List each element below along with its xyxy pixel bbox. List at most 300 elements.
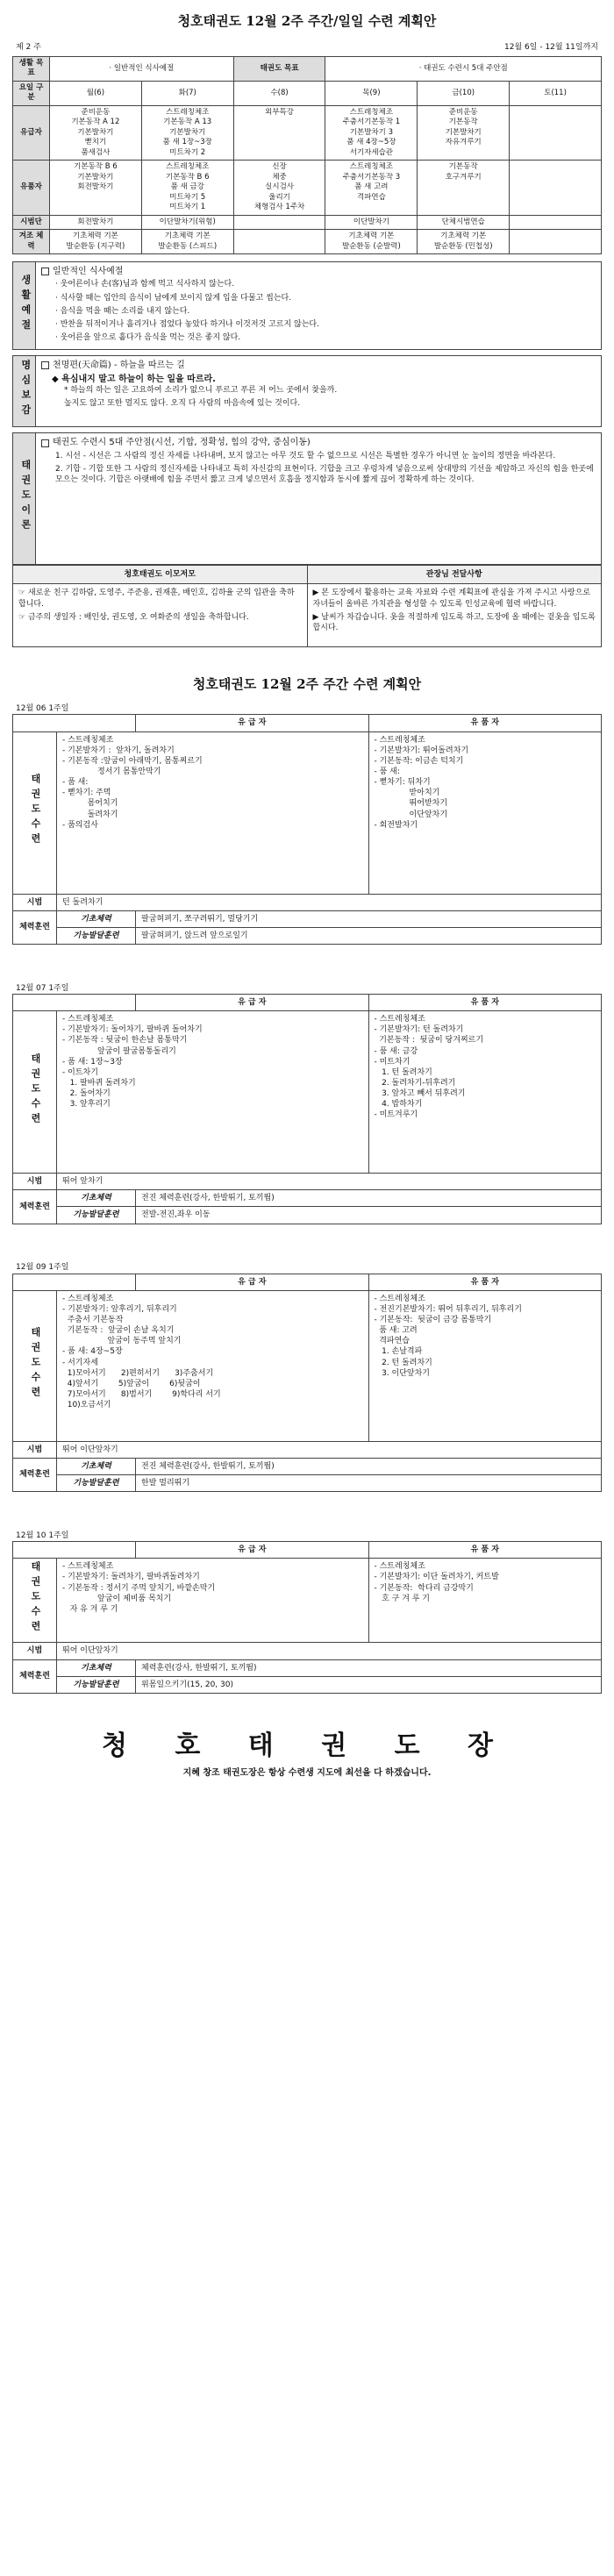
left-content (57, 1011, 369, 1174)
cell-line: 스트레칭체조 (349, 162, 394, 172)
cell-line: 회전발차기 (77, 182, 114, 192)
meditation-side-label: 명심보감 (19, 360, 32, 420)
weekly-row (13, 105, 602, 160)
basic-fitness-value: 체력훈련(강사, 한발뛰기, 토끼뜀) (136, 1659, 602, 1676)
basic-fitness-label: 기초체력 (57, 910, 136, 927)
daily-date: 12월 10 1주일 (16, 1531, 69, 1540)
cell-line: 단체시범연습 (441, 217, 485, 226)
content-line: 1. 손날격파 (374, 1347, 423, 1357)
balance-label: 기능발달훈련 (57, 927, 136, 944)
basic-fitness-value: 전진 체력훈련(강사, 한발뛰기, 토끼뜀) (136, 1190, 602, 1207)
daily-plan (12, 1527, 602, 1694)
content-line: - 품 새: (374, 767, 400, 777)
demo-row (13, 894, 602, 910)
meditation-block (12, 355, 602, 427)
content-line: 4)앞서기 5)앞굽이 6)뒷굽이 (62, 1379, 201, 1388)
list-text: 본 도장에서 활용하는 교육 자료와 수련 계획표에 관심을 가져 주시고 사랑으로 자녀들이 올바른 가치관을 형성할 수 있도록 인성교육에 협력 바랍니다. (312, 589, 591, 609)
daily-content-row (13, 731, 602, 894)
daily-side (13, 1559, 57, 1643)
content-line: - 뻗차기: 뒤차기 (374, 778, 431, 788)
cell-line: 기본동작 (448, 162, 478, 172)
demo-row (13, 1441, 602, 1458)
content-line: - 스트레칭체조 (62, 1294, 114, 1303)
content-line: - 기본동작: 이금손 턱치기 (374, 756, 464, 766)
checkbox-icon (41, 439, 49, 447)
balance-row (13, 1207, 602, 1224)
weekly-row (13, 230, 602, 254)
cell-line: 이단발차기(위험) (159, 217, 216, 226)
content-line: - 기본발차기: 이단 돌려차기, 커트발 (374, 1573, 499, 1582)
demo-label: 시범 (13, 1643, 57, 1659)
balance-row (13, 927, 602, 944)
cell-line: 스트레칭체조 (349, 107, 394, 117)
cell-line: 뻗치기 (84, 138, 107, 147)
arrow-icon: ☞ (18, 589, 28, 598)
left-content (57, 1559, 369, 1643)
list-text: · 반찬을 뒤적이거나 흘리거나 접었다 놓았다 하거나 이것저것 고르지 않는다. (55, 319, 319, 329)
cell-line: 기본발차기 (445, 127, 482, 137)
content-line: - 전진기본발차기: 뛰어 뒤후리기, 뒤후리기 (374, 1304, 522, 1314)
daily-header-row (13, 995, 602, 1011)
cell-line: 서기자세습관 (349, 147, 394, 157)
col-header-left: 유 급 자 (136, 715, 369, 731)
weekly-row (13, 161, 602, 215)
daily-plan-table (12, 1274, 602, 1493)
cell-line: 발순환동 (순발력) (341, 241, 401, 251)
daily-side (13, 731, 57, 894)
list-text: 높지도 않고 또한 멀지도 않다. 오직 다 사람의 마음속에 있는 것이다. (64, 399, 301, 409)
director-notes-title: 관장님 전달사항 (307, 566, 602, 584)
demo-value: 턴 돌려차기 (57, 894, 602, 910)
content-line: - 미트차기 (374, 1057, 411, 1067)
cell-line: 기본발차기 (77, 172, 114, 182)
list-item (55, 332, 596, 343)
content-line: - 기본동작 : 정서기 주먹 앞치기, 바깥손막기 (62, 1583, 216, 1593)
fitness-row (13, 1190, 602, 1207)
row-label: 시범단 (13, 215, 50, 229)
triangle-icon: ▶ (312, 612, 322, 622)
demo-row (13, 1643, 602, 1659)
list-text: 1. 시선 - 시선은 그 사람의 정신 자세를 나타내며, 보지 않고는 아무 것도 할 수 없으므로 시선은 특별한 경우가 아니면 눈 높이의 정면을 바라본다. (55, 451, 556, 460)
fitness-label: 체력훈련 (13, 910, 57, 944)
content-line: 7)모아서기 8)범서기 9)학다리 서기 (62, 1389, 221, 1399)
demo-row (13, 1174, 602, 1190)
cell-line: 품 새 고려 (354, 182, 389, 192)
col-header-right: 유 품 자 (368, 1542, 602, 1559)
daily-side-label: 태권도수련 (29, 1326, 41, 1402)
fitness-label: 체력훈련 (13, 1659, 57, 1693)
theory-heading: 태권도 수련시 5대 주안점(시선, 기합, 정확성, 힘의 강약, 중심이동) (41, 437, 596, 449)
cell-line: 주춤서기본동작 1 (342, 118, 401, 127)
content-line: - 스트레칭체조 (62, 1015, 114, 1024)
content-line: - 기본동작: 뒷굽이 금강 몸통막기 (374, 1316, 492, 1324)
daily-content-row (13, 1559, 602, 1643)
cell-line: 발순환동 (스피드) (158, 241, 218, 251)
content-line: 1)모아서기 2)편히서기 3)주춤서기 (62, 1368, 214, 1378)
weekday-header: 금(10) (418, 81, 510, 105)
weekly-cell (325, 161, 418, 215)
news-list (18, 588, 302, 622)
life-goal-label: 생활 목표 (13, 57, 50, 82)
basic-fitness-label: 기초체력 (57, 1458, 136, 1474)
weekly-cell (50, 230, 142, 254)
triangle-icon: ▶ (312, 589, 322, 598)
content-line: - 품 새: 1장~3장 (62, 1057, 123, 1067)
daily-corner (13, 995, 136, 1011)
tkd-goal-label: 태권도 목표 (233, 57, 325, 82)
cell-line: 기본동작 B 6 (165, 172, 210, 182)
news-title: 청호태권도 이모저모 (13, 566, 308, 584)
weekly-cell (510, 230, 602, 254)
col-header-left: 유 급 자 (136, 1542, 369, 1559)
balance-row (13, 1475, 602, 1492)
content-line: 2. 돌려차기-뒤후려기 (374, 1079, 456, 1088)
daily-corner (13, 1274, 136, 1290)
daily-header-row (13, 715, 602, 731)
cell-line: 기초체력 기본 (348, 232, 395, 241)
list-item (55, 451, 596, 461)
weekly-cell (50, 215, 142, 229)
cell-line: 준비운동 (81, 107, 111, 117)
content-line: - 기본동작 :앞굽이 아래막기, 몸통찌르기 (62, 756, 203, 766)
col-header-right: 유 품 자 (368, 995, 602, 1011)
daily-plan (12, 1259, 602, 1493)
list-item (313, 588, 596, 609)
daily-side (13, 1011, 57, 1174)
content-line: - 스트레칭체조 (62, 735, 114, 745)
daily-content-row (13, 1290, 602, 1441)
balance-value: 팔굽혀펴기, 앉드려 앞으로일기 (136, 927, 602, 944)
list-item (55, 464, 596, 485)
etiquette-list (41, 279, 596, 343)
cell-line: 기본동작 A 12 (71, 118, 120, 127)
weekly-cell (50, 161, 142, 215)
cell-line: 이단발차기 (353, 217, 389, 226)
demo-label: 시범 (13, 1174, 57, 1190)
meditation-list (41, 385, 596, 409)
daily-side-label: 태권도수련 (29, 1053, 41, 1128)
weekday-header: 화(7) (141, 81, 233, 105)
list-item (313, 612, 596, 633)
content-line: - 기본발차기: 턴 돌려차기 (374, 1025, 464, 1035)
list-text: 2. 기합 - 기합 또한 그 사람의 정신자세를 나타내고 특히 자신감의 표현이다. 기합을 크고 우렁차게 넣음으로써 상대방의 기선을 제압하고 자신의 힘을 한곳에 모으는 것이다. 기합은 아랫배에 힘을 주면서 짧고 크게 넣으면서 호흡을 정지함과 동시에 짧게 끊어 정확하게 하는 것이다. (55, 464, 594, 485)
cell-line: 외부특강 (265, 107, 294, 117)
content-line: - 품의검사 (62, 820, 98, 830)
director-notes-list (313, 588, 596, 633)
content-line: 3. 앞후리기 (62, 1100, 111, 1110)
daily-header-row (13, 1274, 602, 1290)
content-line: - 미트겨루기 (374, 1110, 418, 1120)
row-label: 유급자 (13, 105, 50, 160)
notices-table (12, 565, 602, 647)
content-line: - 이트차기 (62, 1067, 98, 1077)
list-item (55, 319, 596, 330)
list-item (64, 385, 596, 396)
content-line: 1. 턴 돌려차기 (374, 1067, 432, 1077)
daily-plan-title: 청호태권도 12월 2주 주간 수련 계획안 (192, 676, 422, 693)
demo-value: 뛰어 이단앞차기 (57, 1643, 602, 1659)
cell-line: 미트차기 2 (169, 147, 206, 157)
cell-line: 체중 (272, 172, 287, 182)
weekly-cell (141, 161, 233, 215)
daily-corner (13, 1542, 136, 1559)
cell-line: 스트레칭체조 (166, 162, 210, 172)
daily-header-row (13, 1542, 602, 1559)
col-header-right: 유 품 자 (368, 715, 602, 731)
meditation-heading: 천명편(天命篇) - 하늘을 따르는 길 (41, 360, 596, 372)
dojang-motto: 지혜 창조 태권도장은 항상 수련생 지도에 최선을 다 하겠습니다. (182, 1767, 432, 1778)
weekday-header-row (13, 81, 602, 105)
weekly-cell (510, 215, 602, 229)
fitness-label: 체력훈련 (13, 1458, 57, 1491)
cell-line: 기본발차기 3 (349, 127, 393, 137)
content-line: - 스트레칭체조 (374, 735, 425, 745)
content-line: 2. 돌어차기 (62, 1089, 111, 1099)
cell-line: 준비운동 (448, 107, 478, 117)
content-line: - 기본동작 : 뒷굽이 한손날 몸통막기 (62, 1036, 188, 1045)
list-item (18, 588, 302, 609)
list-text: · 식사할 때는 입안의 음식이 남에게 보이지 않게 입을 다물고 씹는다. (55, 293, 292, 303)
list-item (64, 398, 596, 409)
content-line: 호 구 겨 루 기 (374, 1594, 430, 1603)
list-item (55, 279, 596, 289)
weekly-cell (141, 230, 233, 254)
daily-date: 12월 06 1주일 (16, 704, 69, 714)
content-line: 앞굽이 동주먹 앞치기 (62, 1337, 182, 1346)
content-line: 3. 앞차고 빼서 뒤후려기 (374, 1089, 466, 1099)
fitness-label: 체력훈련 (13, 1190, 57, 1224)
cell-line: 호구겨루기 (445, 172, 482, 182)
balance-label: 기능발달훈련 (57, 1475, 136, 1492)
daily-plan (12, 700, 602, 945)
weekday-header: 월(6) (50, 81, 142, 105)
content-line: 앞굽이 팔굽몸통돌리기 (62, 1046, 176, 1056)
cell-line: 기본동작 B 6 (74, 162, 118, 172)
daily-date: 12월 07 1주일 (16, 983, 69, 993)
weekday-header: 토(11) (510, 81, 602, 105)
content-line: - 품 새: 4장~5장 (62, 1347, 123, 1357)
weekly-cell (233, 105, 325, 160)
right-content (368, 1290, 602, 1441)
weekly-cell (418, 230, 510, 254)
col-header-left: 유 급 자 (136, 1274, 369, 1290)
tkd-goal-value: · 태권도 수련시 5대 주안점 (325, 57, 602, 82)
fitness-row (13, 1458, 602, 1474)
list-text: 금주의 생일자 : 배인상, 권도영, 오 여화준의 생일을 축하합니다. (27, 612, 249, 622)
cell-line: 주춤서기본동작 3 (342, 172, 401, 182)
cell-line: 미트차기 1 (169, 203, 206, 212)
cell-line: 기본발차기 (77, 127, 114, 137)
content-line: - 기본발차기: 돌어차기, 팔바퀴 돌어차기 (62, 1025, 203, 1035)
demo-label: 시범 (13, 894, 57, 910)
checkbox-icon (41, 361, 49, 369)
week-label: 제 2 주 (16, 42, 41, 52)
list-item (18, 612, 302, 623)
theory-list (41, 451, 596, 485)
content-line: 앞굽이 제비품 목치기 (62, 1594, 172, 1603)
row-label: 유품자 (13, 161, 50, 215)
cell-line: 격파연습 (356, 192, 386, 202)
meditation-diamond-line: ◆ 욕심내지 말고 하늘이 하는 일을 따르라. (52, 374, 216, 384)
fitness-row (13, 1659, 602, 1676)
content-line: - 서기자세 (62, 1358, 98, 1367)
content-line: - 스트레칭체조 (374, 1294, 425, 1303)
daily-plan-table (12, 1541, 602, 1694)
content-line: 몸어치기 (62, 799, 118, 809)
content-line: - 기본발차기: 돌려차기, 팔바퀴돌려차기 (62, 1573, 200, 1582)
balance-value: 전발-전진,좌우 이동 (136, 1207, 602, 1224)
daily-plan-table (12, 714, 602, 945)
content-line: - 기본발차기: 뛰어돌려차기 (374, 746, 469, 755)
list-text: 날씨가 차갑습니다. 옷을 적절하게 입도록 하고, 도장에 올 때에는 겉옷을 입도록 합시다. (312, 612, 596, 632)
diamond-icon: ◆ (52, 374, 62, 384)
daily-corner (13, 715, 136, 731)
list-text: * 하늘의 하는 일은 고요하여 소리가 없으니 푸르고 푸른 저 어느 곳에서 찾을까. (64, 386, 338, 396)
content-line: 3. 이단앞차기 (374, 1368, 431, 1378)
fitness-row (13, 910, 602, 927)
cell-line: 품 새 금강 (170, 182, 204, 192)
daily-plan (12, 980, 602, 1224)
basic-fitness-value: 전진 체력훈련(강사, 한발뛰기, 토끼뜀) (136, 1458, 602, 1474)
content-line: - 기본발차기 : 앞차기, 돌려차기 (62, 746, 175, 755)
content-line: - 기본동작: 학다리 금강막기 (374, 1583, 474, 1593)
cell-line: 회전발차기 (77, 217, 114, 226)
content-line: 4. 밥하차기 (374, 1100, 423, 1110)
weekly-cell (418, 105, 510, 160)
cell-line: 신장 (272, 162, 287, 172)
daily-side (13, 1290, 57, 1441)
weekly-cell (510, 161, 602, 215)
demo-value: 뛰어 앞차기 (57, 1174, 602, 1190)
content-line: 받아치기 (374, 788, 440, 798)
cell-line: 품새검사 (81, 147, 111, 157)
content-line: 뛰어받차기 (374, 799, 448, 809)
list-text: 새로운 친구 김하람, 도영주, 주준용, 권재훈, 배인호, 김하율 군의 입관을 축하합니다. (18, 589, 295, 609)
content-line: - 스트레칭체조 (374, 1562, 425, 1572)
content-line: 기본동작 : 앞굽이 손날 옥치기 (62, 1326, 175, 1336)
balance-label: 기능발달훈련 (57, 1207, 136, 1224)
content-line: - 스트레칭체조 (374, 1015, 425, 1024)
balance-value: 위몸일으키기(15, 20, 30) (136, 1676, 602, 1693)
balance-row (13, 1676, 602, 1693)
content-line: - 뻗차기: 주먹 (62, 788, 111, 798)
content-line: 1. 팔바퀴 돌려차기 (62, 1079, 136, 1088)
dojang-name: 청 호 태 권 도 장 (101, 1730, 513, 1761)
cell-line: 체형검사 1주차 (253, 203, 305, 212)
weekly-cell (233, 230, 325, 254)
cell-line: 울리기 (268, 192, 290, 202)
daily-plan-table (12, 994, 602, 1224)
cell-line: 스트레칭체조 (166, 107, 210, 117)
basic-fitness-value: 팔굽혀펴기, 쪼구려뛰기, 멀당기기 (136, 910, 602, 927)
weekly-cell (325, 105, 418, 160)
right-content (368, 731, 602, 894)
daily-plans (12, 700, 602, 1693)
weekly-cell (418, 161, 510, 215)
weekly-plan-table (12, 56, 602, 254)
cell-line: 품 새 4장~5장 (346, 138, 396, 147)
daily-date: 12월 09 1주일 (16, 1263, 69, 1273)
row-label: 겨조 체력 (13, 230, 50, 254)
cell-line: 기초체력 기본 (164, 232, 211, 241)
list-text: · 웃어른이나 손(客)님과 함께 먹고 식사하지 않는다. (55, 280, 235, 289)
content-line: 이단앞차기 (374, 810, 448, 819)
cell-line: 기초체력 기본 (440, 232, 487, 241)
theory-side-label: 태권도이론 (19, 460, 32, 535)
weekday-corner: 요일 구분 (13, 81, 50, 105)
right-content (368, 1559, 602, 1643)
list-text: · 웃어른을 앞으로 흩다가 음식을 먹는 것은 좋지 않다. (55, 333, 241, 343)
weekly-cell (510, 105, 602, 160)
content-line: 주춤서 기본동작 (62, 1316, 124, 1324)
weekly-cell (50, 105, 142, 160)
daily-content-row (13, 1011, 602, 1174)
left-content (57, 1290, 369, 1441)
weekly-cell (233, 215, 325, 229)
weekly-body (13, 105, 602, 253)
cell-line: 미트차기 5 (169, 192, 206, 202)
cell-line: 발순환동 (지구력) (66, 241, 125, 251)
content-line: - 스트레칭체조 (62, 1562, 114, 1572)
cell-line: 실시검사 (265, 182, 294, 192)
list-text: · 음식을 먹을 때는 소리를 내지 않는다. (55, 306, 190, 316)
daily-side-label: 태권도수련 (29, 1561, 41, 1637)
daily-side-label: 태권도수련 (29, 774, 41, 849)
content-line: - 품 새: 금강 (374, 1046, 418, 1056)
period-text: 12월 6일 - 12월 11일까지 (504, 42, 598, 52)
etiquette-block (12, 261, 602, 350)
weekly-cell (325, 215, 418, 229)
arrow-icon: ☞ (18, 612, 28, 622)
cell-line: 기본발차기 (169, 127, 206, 137)
checkbox-icon (41, 268, 49, 275)
content-line: 돌려차기 (62, 810, 118, 819)
cell-line: 품 새 1장~3장 (162, 138, 212, 147)
balance-label: 기능발달훈련 (57, 1676, 136, 1693)
basic-fitness-label: 기초체력 (57, 1659, 136, 1676)
left-content (57, 731, 369, 894)
weekly-row (13, 215, 602, 229)
basic-fitness-label: 기초체력 (57, 1190, 136, 1207)
content-line: - 회전발차기 (374, 820, 418, 830)
list-item (55, 306, 596, 317)
cell-line: 기본동작 (448, 118, 478, 127)
content-line: - 품 새: (62, 778, 89, 788)
content-line: 기본동작 : 뒷굽이 당겨찌르기 (374, 1036, 484, 1045)
weekly-cell (141, 105, 233, 160)
balance-value: 한발 멀리뛰기 (136, 1475, 602, 1492)
content-line: 10)오금서기 (62, 1401, 111, 1410)
content-line: - 기본발차기: 앞후리기, 뒤후리기 (62, 1304, 177, 1314)
weekly-cell (325, 230, 418, 254)
right-content (368, 1011, 602, 1174)
col-header-left: 유 급 자 (136, 995, 369, 1011)
weekday-header: 수(8) (233, 81, 325, 105)
theory-block (12, 432, 602, 565)
content-line: 격파연습 (374, 1337, 410, 1346)
content-line: 2. 턴 돌려차기 (374, 1358, 432, 1367)
page-title: 청호태권도 12월 2주 주간/일일 수련 계획안 (177, 13, 437, 29)
weekday-header: 목(9) (325, 81, 418, 105)
demo-value: 뛰어 이단앞차기 (57, 1441, 602, 1458)
life-goal-value: · 일반적인 식사예절 (50, 57, 234, 82)
cell-line: 기초체력 기본 (72, 232, 118, 241)
etiquette-side-label: 생활예절 (19, 274, 32, 334)
objectives-row (13, 57, 602, 82)
list-item (55, 293, 596, 303)
cell-line: 기본동작 A 13 (163, 118, 212, 127)
col-header-right: 유 품 자 (368, 1274, 602, 1290)
